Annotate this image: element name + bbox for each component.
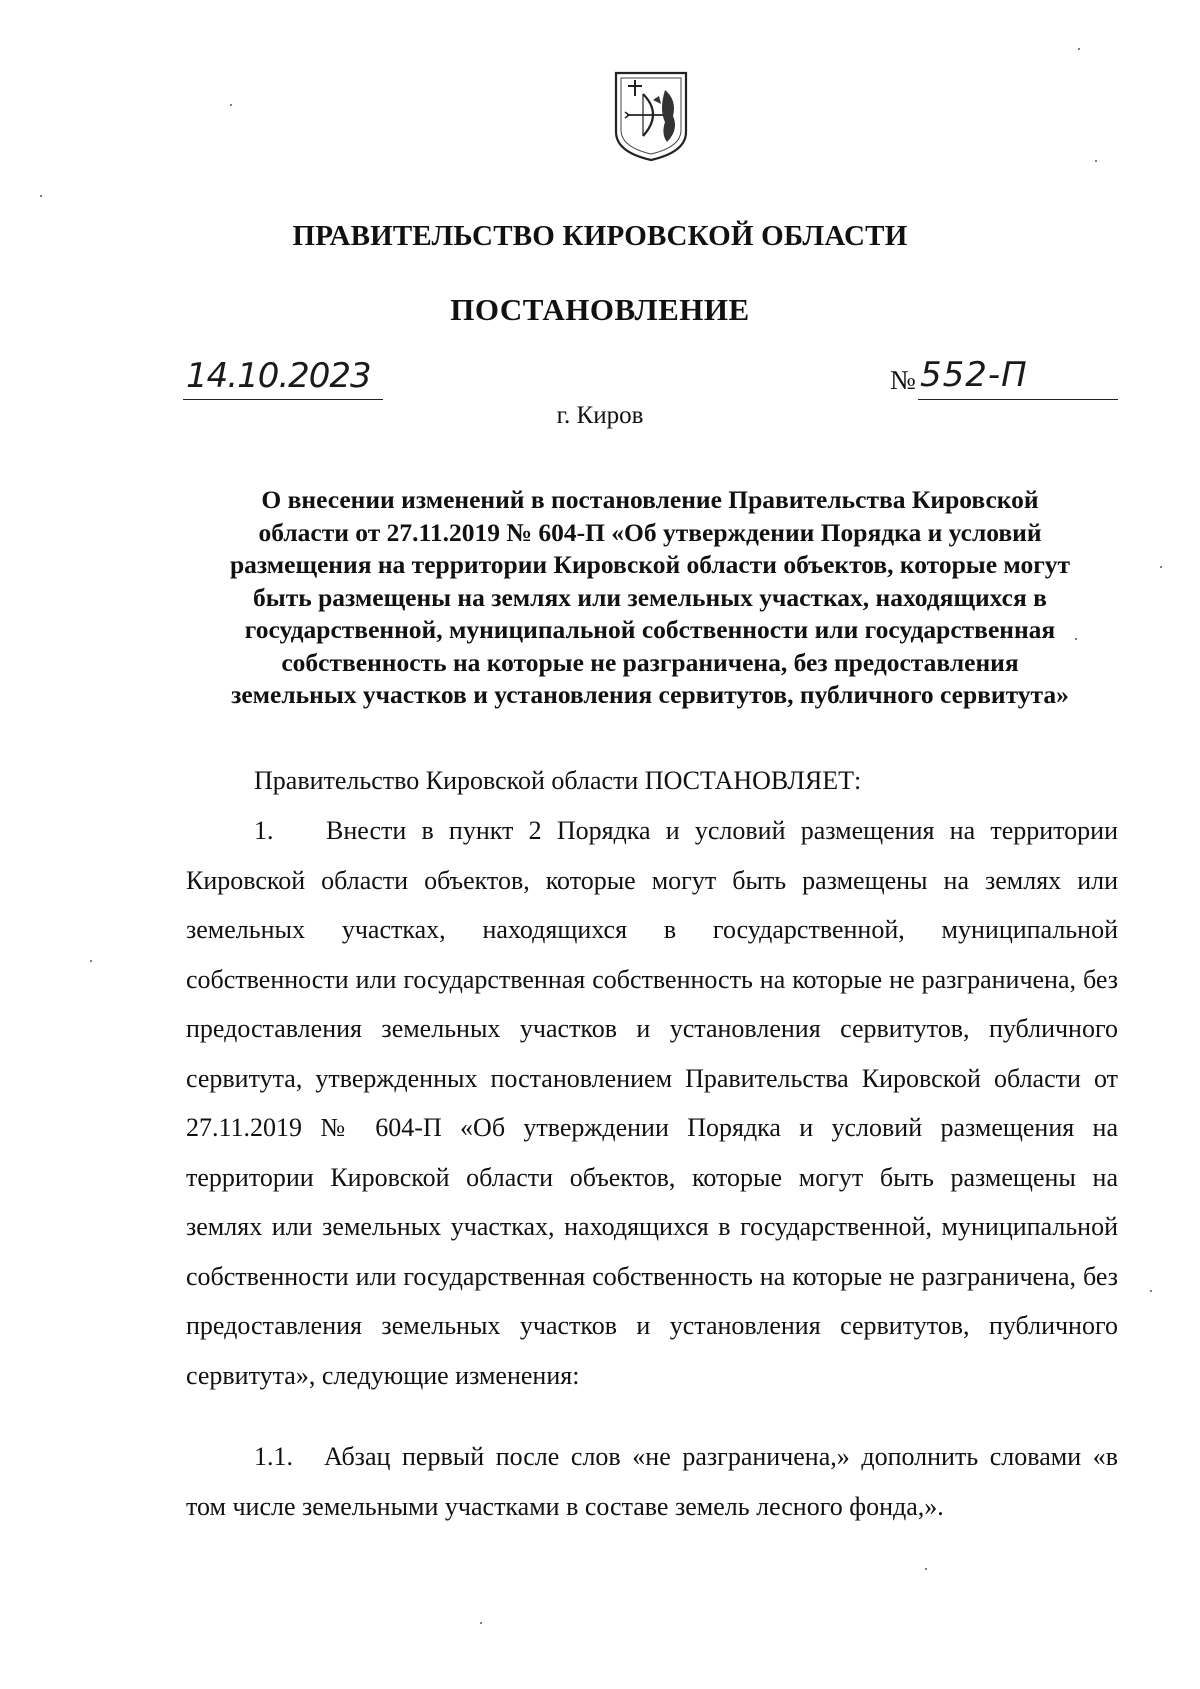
document-title [170, 484, 1130, 712]
handwritten-date: 14.10.2023 [186, 356, 371, 396]
title-line: быть размещены на землях или земельных участках, находящихся в [253, 582, 1047, 612]
handwritten-number: 552-П [920, 355, 1028, 395]
document-type-heading: ПОСТАНОВЛЕНИЕ [450, 292, 750, 327]
scan-speck [1150, 1290, 1152, 1292]
title-line: государственной, муниципальной собственности или государственная [244, 615, 1056, 644]
scan-speck [1078, 48, 1080, 50]
title-line: земельных участков и установления сервитутов, публичного сервитута» [231, 680, 1069, 709]
paragraph-1-1 [186, 1432, 1118, 1531]
scan-speck [925, 1568, 927, 1570]
scan-speck [1160, 566, 1162, 568]
title-line: собственность на которые не разграничена, без предоставления [281, 647, 1019, 677]
scan-speck [480, 1622, 482, 1624]
scan-speck [230, 104, 232, 106]
number-underline [918, 399, 1118, 400]
title-line: области от 27.11.2019 № 604-П «Об утверждении Порядка и условий [258, 517, 1042, 547]
paragraph-1-1-text: Абзац первый после слов «не разграничена,» дополнить словами «в том числе земельными участками в составе земель лесного фонда,». [186, 1442, 1118, 1521]
paragraph-1-text: Внести в пункт 2 Порядка и условий размещения на территории Кировской области объектов, которые могут быть размещены на землях или земельных участках, находящихся в государственной, муниципальной собственности или государственная собственность на которые не разграничена, без предоставления земельных участков и установления сервитутов, публичного сервитута, утвержденных постановлением Правительства Кировской области от 27.11.2019 № 604-П «Об утверждении Порядка и условий размещения на территории Кировской области объектов, которые могут быть размещены на землях или земельных участках, находящихся в государственной, муниципальной собственности или государственная собственность на которые не разграничена, без предоставления земельных участков и установления сервитутов, публичного сервитута», следующие изменения: [186, 816, 1118, 1390]
scan-speck [1075, 638, 1077, 640]
paragraph-1 [186, 806, 1118, 1400]
number-label: № [890, 365, 916, 395]
scan-speck [90, 960, 92, 962]
intro-paragraph: Правительство Кировской области ПОСТАНОВЛЯЕТ: [254, 766, 862, 795]
title-line: О внесении изменений в постановление Правительства Кировской [261, 485, 1039, 514]
scan-speck [40, 195, 42, 197]
paragraph-1-number: 1. [254, 816, 274, 845]
date-underline [183, 399, 383, 400]
paragraph-1-1-number: 1.1. [254, 1442, 293, 1471]
coat-of-arms-icon [613, 70, 689, 162]
city-line: г. Киров [556, 402, 644, 429]
organization-heading: ПРАВИТЕЛЬСТВО КИРОВСКОЙ ОБЛАСТИ [292, 220, 908, 252]
scan-speck [1095, 160, 1097, 162]
title-line: размещения на территории Кировской области объектов, которые могут [229, 550, 1071, 579]
